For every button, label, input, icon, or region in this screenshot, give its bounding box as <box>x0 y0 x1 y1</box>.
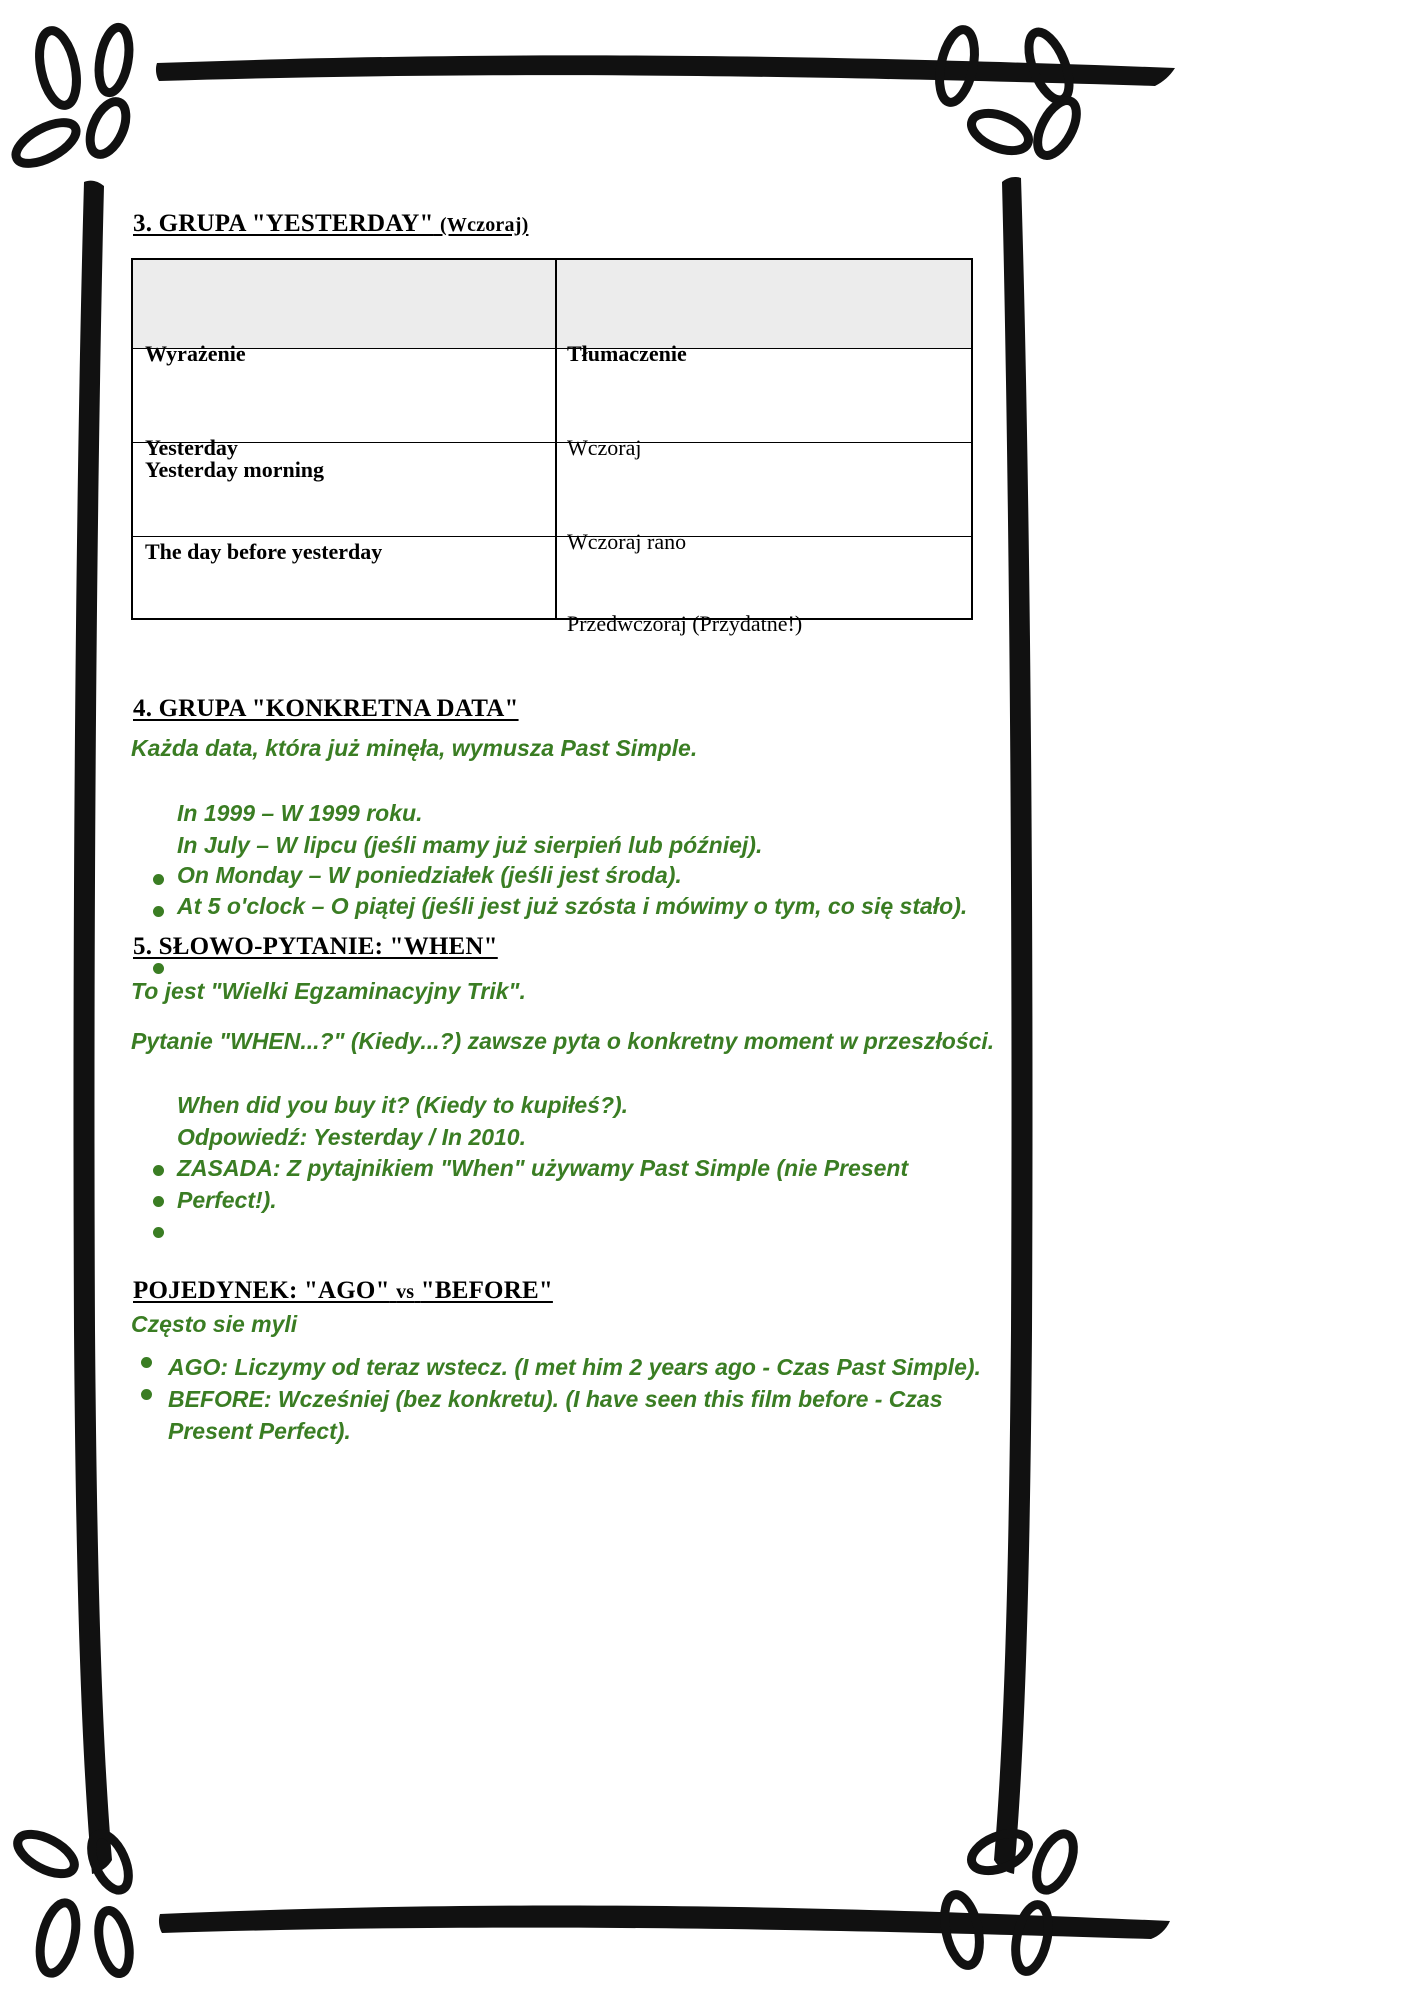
section-4-item-4: At 5 o'clock – O piątej (jeśli jest już szósta i mówimy o tym, co się stało). <box>177 893 968 919</box>
section-3-heading-paren: (Wczoraj) <box>440 214 529 236</box>
section-5-item-3-line-2: Perfect!). <box>177 1187 277 1213</box>
section-5-item-3-line-1: ZASADA: Z pytajnikiem "When" używamy Past Simple (nie Present <box>177 1155 909 1181</box>
table-border <box>131 258 973 620</box>
table-column-divider <box>555 258 557 620</box>
bullet-marker <box>153 1227 164 1238</box>
section-3-heading-main: 3. GRUPA "YESTERDAY" <box>133 210 434 237</box>
table-row-divider-3 <box>131 536 973 537</box>
bullet-marker <box>141 1389 152 1400</box>
table-cell-translation-2: Wczoraj rano <box>567 529 687 554</box>
table-row-divider-2 <box>131 442 973 443</box>
duel-item-2-line-1: BEFORE: Wcześniej (bez konkretu). (I have seen this film before - Czas <box>168 1386 943 1412</box>
section-5-item-1: When did you buy it? (Kiedy to kupiłeś?). <box>177 1092 629 1118</box>
table-cell-translation-1: Wczoraj <box>567 435 642 460</box>
section-3-heading <box>133 210 528 238</box>
yesterday-table <box>131 258 973 636</box>
bullet-marker <box>153 963 164 974</box>
duel-item-2-line-2: Present Perfect). <box>168 1418 351 1444</box>
bullet-marker <box>153 1196 164 1207</box>
table-cell-expression-1: Yesterday <box>145 435 238 460</box>
section-5-intro-2: Pytanie "WHEN...?" (Kiedy...?) zawsze pyta o konkretny moment w przeszłości. <box>131 1028 995 1054</box>
table-cell-expression-3: The day before yesterday <box>145 539 383 564</box>
bullet-marker <box>153 874 164 885</box>
table-cell-expression-2: Yesterday morning <box>145 457 325 482</box>
table-cell-translation-3: Przedwczoraj (Przydatne!) <box>567 611 803 636</box>
duel-subtitle: Często sie myli <box>131 1311 298 1337</box>
duel-item-1: AGO: Liczymy od teraz wstecz. (I met him 2 years ago - Czas Past Simple). <box>168 1354 981 1380</box>
section-4-item-3: On Monday – W poniedziałek (jeśli jest środa). <box>177 862 682 888</box>
duel-heading-part-2: "BEFORE" <box>420 1277 553 1304</box>
section-4-item-1: In 1999 – W 1999 roku. <box>177 800 423 826</box>
section-5-intro-1: To jest "Wielki Egzaminacyjny Trik". <box>131 978 526 1004</box>
section-4-item-2: In July – W lipcu (jeśli mamy już sierpień lub później). <box>177 832 763 858</box>
duel-heading <box>133 1277 553 1305</box>
bullet-marker <box>141 1357 152 1368</box>
section-4-intro: Każda data, która już minęła, wymusza Past Simple. <box>131 735 698 761</box>
section-5-heading: 5. SŁOWO-PYTANIE: "WHEN" <box>133 933 498 960</box>
bullet-marker <box>153 906 164 917</box>
duel-heading-vs: vs <box>396 1281 415 1303</box>
bullet-marker <box>153 1165 164 1176</box>
section-5-item-2: Odpowiedź: Yesterday / In 2010. <box>177 1124 526 1150</box>
table-header-translation: Tłumaczenie <box>567 341 687 366</box>
section-4-heading: 4. GRUPA "KONKRETNA DATA" <box>133 695 519 722</box>
duel-heading-part-1: POJEDYNEK: "AGO" <box>133 1277 390 1304</box>
table-row-divider-1 <box>131 348 973 349</box>
table-header-expression: Wyrażenie <box>145 341 246 366</box>
